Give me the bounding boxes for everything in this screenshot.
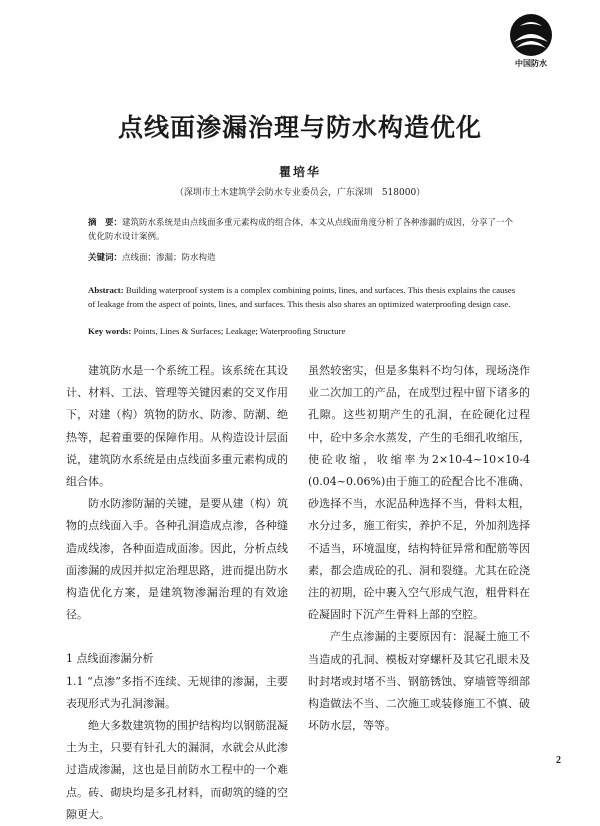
page-title: 点线面渗漏治理与防水构造优化 [117, 113, 482, 142]
keywords-cn-label: 关键词： [88, 253, 123, 263]
body-column-left [66, 360, 288, 826]
logo-text: 中国防水 [515, 59, 547, 68]
paragraph: 防水防渗防漏的关键，是要从建（构）筑物的点线面入手。各种孔洞造成点渗，各种缝造成线渗，各种面造成面渗。因此，分析点线面渗漏的成因并拟定治理思路，进而提出防水构造优化方案，是建筑物渗漏治理的有效途径。 [66, 497, 288, 622]
paragraph: 建筑防水是一个系统工程。该系统在其设计、材料、工法、管理等关键因素的交叉作用下，对建（构）筑物的防水、防渗、防潮、绝热等，起着重要的保障作用。从构造设计层面说，建筑防水系统是由点线面多重元素构成的组合体。 [66, 364, 288, 489]
keywords-en-text: Points, Lines & Surfaces; Leakage; Waterproofing Structure [133, 326, 346, 336]
abstract-en-label: Abstract: [88, 285, 124, 295]
journal-logo [496, 12, 566, 72]
keywords-cn-text: 点线面；渗漏；防水构造 [122, 253, 216, 263]
keywords-cn [88, 252, 520, 266]
abstract-cn [88, 217, 520, 244]
body-column-right [308, 360, 530, 737]
abstract-cn-label: 摘 要： [88, 218, 123, 228]
keywords-en [88, 325, 520, 339]
affiliation: （深圳市土木建筑学会防水专业委员会，广东深圳 518000） [174, 188, 426, 198]
author: 瞿培华 [278, 165, 321, 179]
abstract-en-text: Building waterproof system is a complex combining points, lines, and surfaces. This thesis explains the causes of leakage from the aspect of points, lines, and surfaces. This thesis also shares an optimized waterproofing design case. [88, 285, 516, 309]
abstract-cn-text: 建筑防水系统是由点线面多重元素构成的组合体，本文从点线面角度分析了各种渗漏的成因，分享了一个优化防水设计案例。 [88, 218, 514, 242]
abstract-en [88, 284, 520, 311]
paragraph: 绝大多数建筑物的围护结构均以钢筋混凝土为主，只要有针孔大的漏洞，水就会从此渗过造成渗漏，这也是目前防水工程中的一个难点。砖、砌块均是多孔材料，而砌筑的缝的空隙更大。 [66, 719, 288, 821]
paragraph: 产生点渗漏的主要原因有：混凝土施工不当造成的孔洞、模板对穿螺杆及其它孔眼未及时封堵或封堵不当、钢筋锈蚀、穿墙管等细部构造做法不当、二次施工或装修施工不慎、破坏防水层，等等。 [308, 630, 530, 733]
keywords-en-label: Key words: [88, 326, 132, 336]
section-heading: 1 点线面渗漏分析 [66, 652, 154, 666]
subsection-heading: 1.1 “点渗”多指不连续、无规律的渗漏，主要表现形式为孔洞渗漏。 [66, 674, 288, 710]
page-number: 2 [556, 755, 561, 766]
paragraph: 虽然较密实，但是多集料不均匀体，现场浇作业二次加工的产品，在成型过程中留下诸多的孔隙。这些初期产生的孔洞，在砼硬化过程中，砼中多余水蒸发，产生的毛细孔收缩压，使砼收缩，收缩率为2×10-4~10×10-4 (0.04~0.06%)由于施工的砼配合比不准确、砂选择不当，水泥品种选择不当，骨料太粗，水分过多，施工衔实，养护不足，外加剂选择不适当，环境温度，结构特征异常和配筋等因素，都会造成砼的孔、洞和裂缝。尤其在砼浇注的初期，砼中裹入空气形成气泡，粗骨料在砼凝固时下沉产生骨料上部的空腔。 [308, 364, 530, 622]
waterproof-logo-icon [508, 12, 554, 58]
